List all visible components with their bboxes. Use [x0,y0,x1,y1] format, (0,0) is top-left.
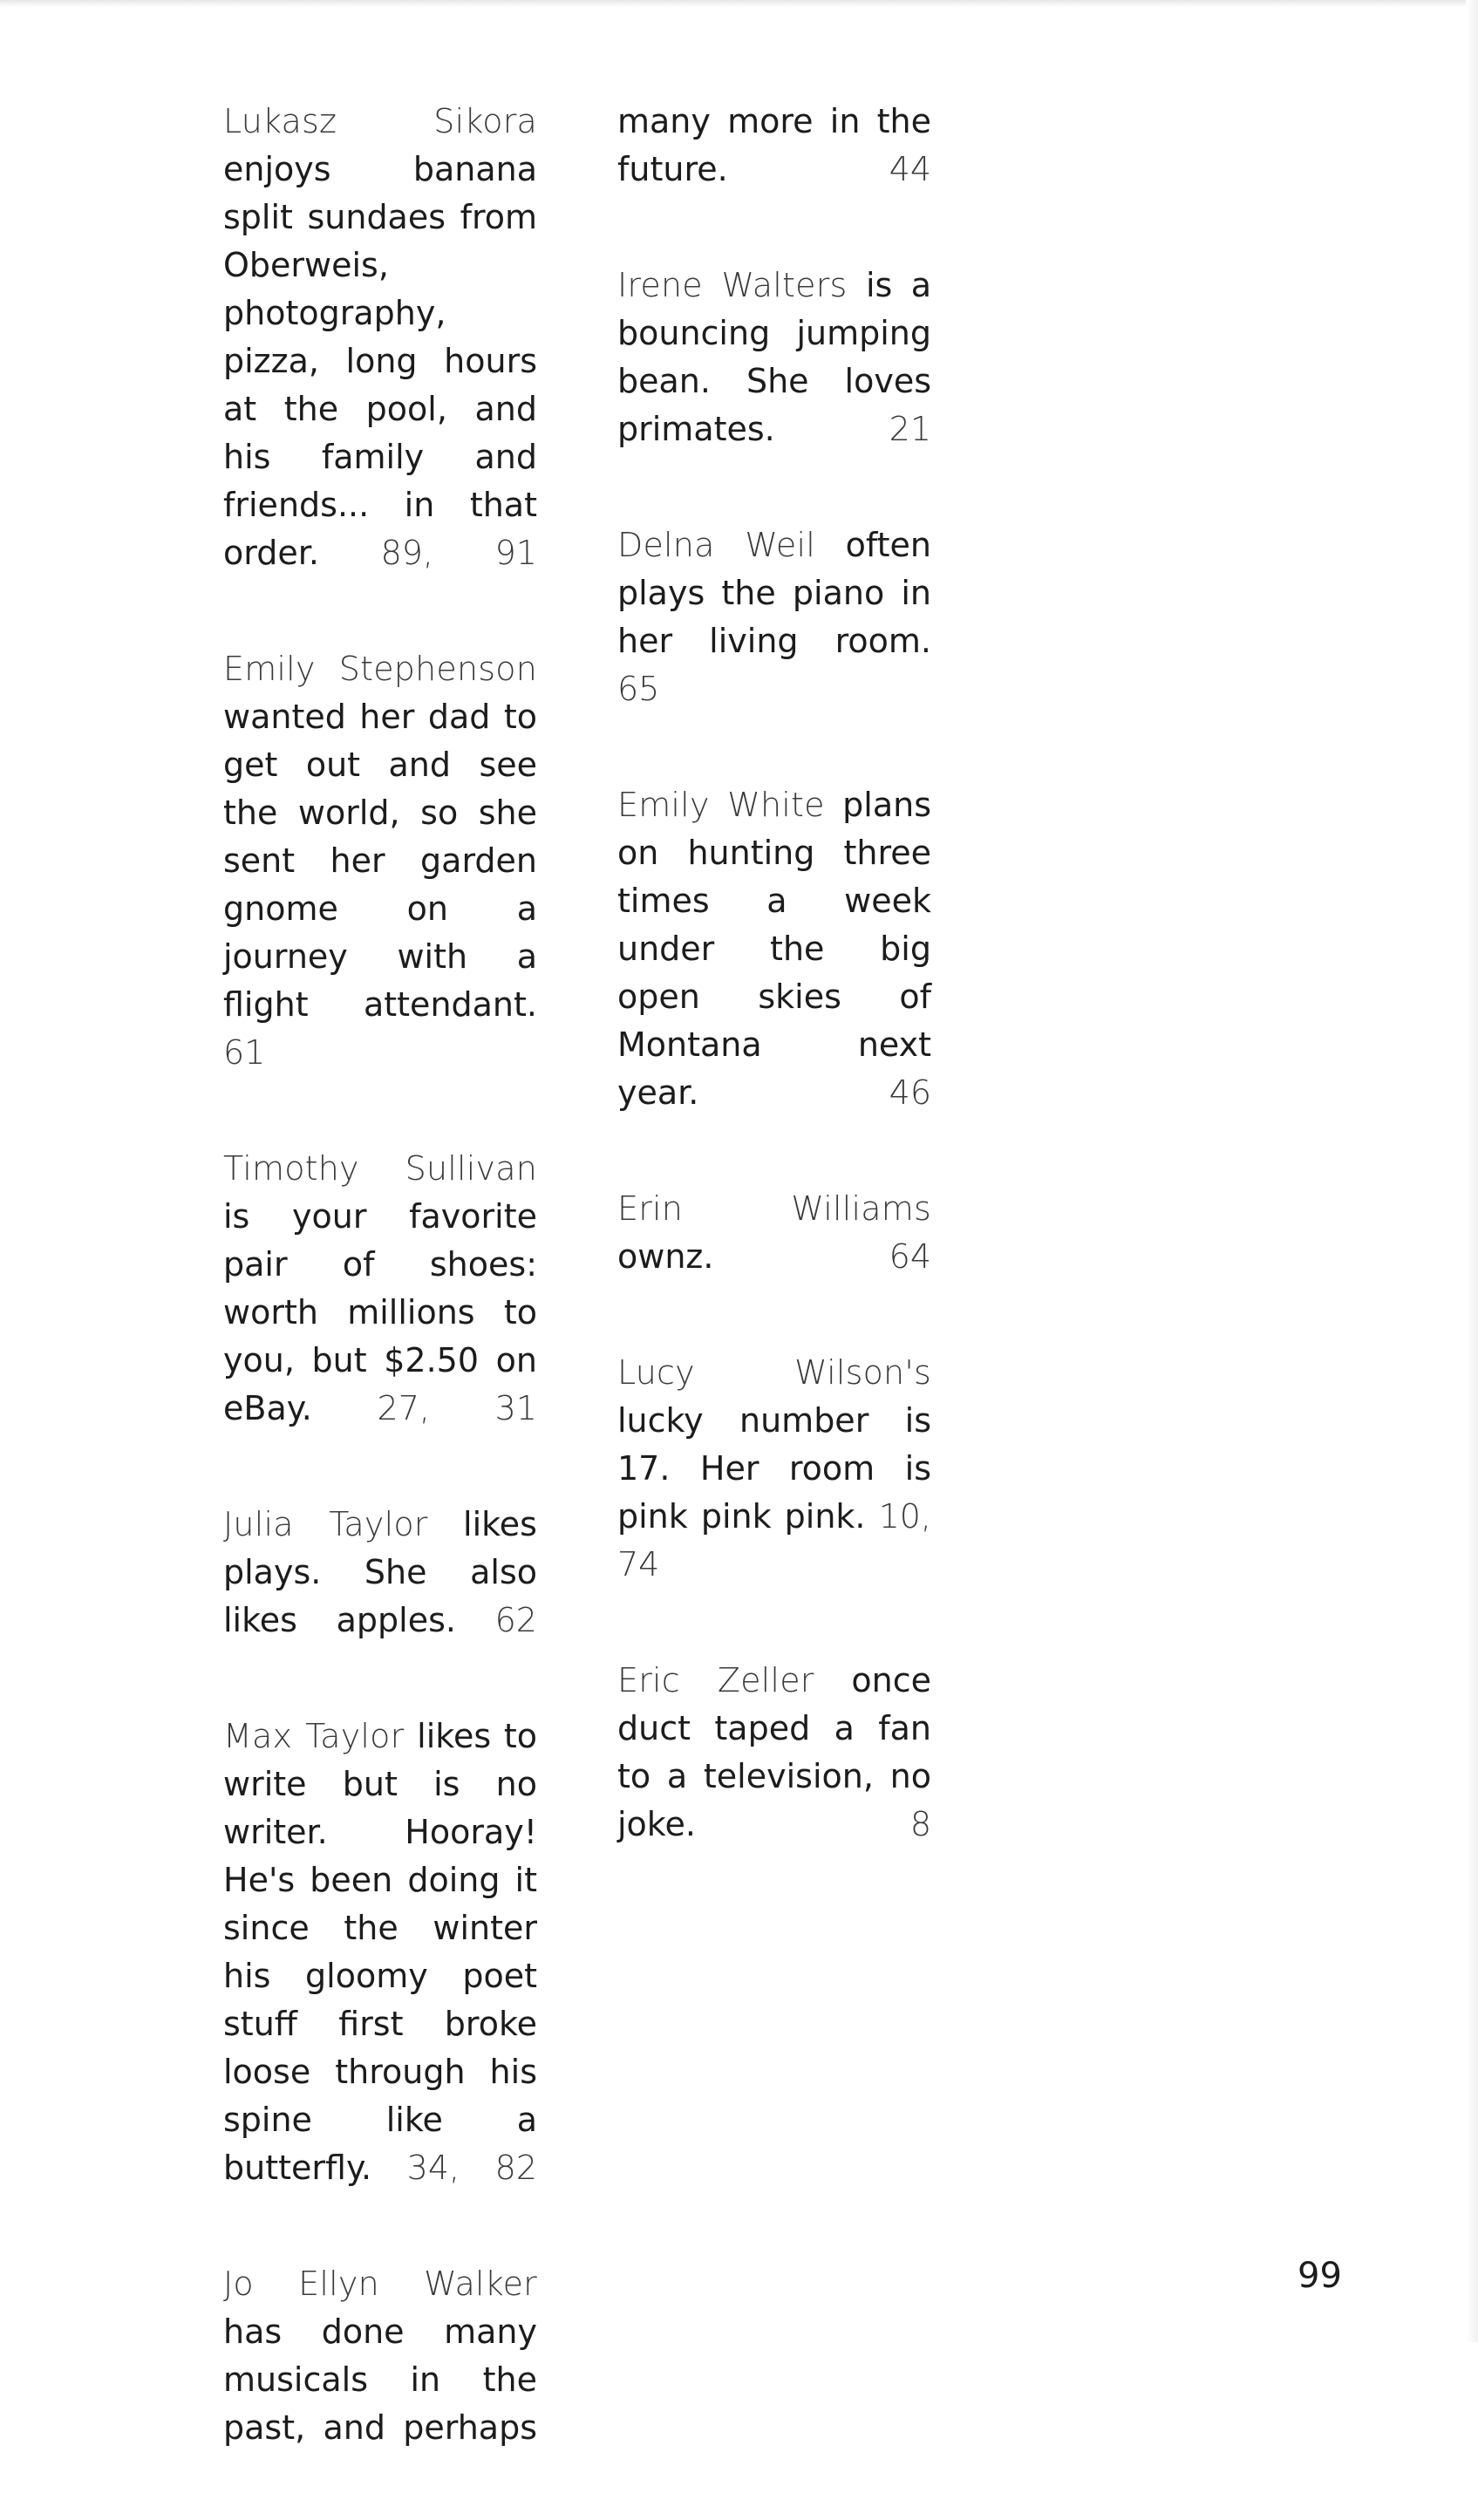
bio-text: has done many musicals in the past, and perhaps [223,2312,537,2447]
student-name: Lucy Wilson's [617,1353,931,1392]
student-name: Max Taylor [223,1717,405,1755]
bio-entry [617,262,931,453]
bio-entry [223,2260,537,2452]
bio-entry-continued [617,98,931,194]
page-references: 61 [223,1033,266,1072]
bio-text: lucky number is 17. Her room is pink pink pink. [617,1401,931,1536]
page-references: 21 [889,410,931,448]
page-references: 64 [889,1237,931,1276]
bio-entry [223,98,537,577]
student-name: Delna Weil [617,526,816,564]
bio-text: is your favorite pair of shoes: worth millions to you, but $2.50 on eBay. [223,1197,537,1427]
bio-entry [617,781,931,1117]
page-references: 62 [494,1601,537,1639]
left-column [223,98,537,2520]
page-references: 34, 82 [406,2149,537,2187]
student-name: Timothy Sullivan [223,1149,537,1188]
page-references: 8 [909,1805,931,1843]
bio-text: many more in the future. [617,102,931,188]
bio-entry [223,645,537,1077]
student-name: Emily White [617,786,825,824]
bio-text: often plays the piano in her living room. [617,526,931,660]
page-right-edge [1466,0,1478,2342]
student-name: Irene Walters [617,266,848,304]
student-name: Lukasz Sikora [223,102,537,140]
page-top-edge [0,0,1478,7]
bio-entry [617,1185,931,1281]
right-column [617,98,931,1917]
bio-entry [223,1145,537,1433]
page-references: 44 [889,150,931,188]
bio-text: likes plays. She also likes apples. [223,1505,537,1639]
bio-entry [223,1713,537,2192]
bio-text: ownz. [617,1237,714,1276]
bio-entry [223,1501,537,1645]
page-references: 89, 91 [380,534,537,572]
bio-text: wanted her dad to get out and see the world, so she sent her garden gnome on a journey with a flight attendant. [223,698,537,1024]
student-name: Julia Taylor [223,1505,428,1543]
student-name: Emily Stephenson [223,650,537,688]
bio-text: once duct taped a fan to a television, no joke. [617,1661,931,1843]
student-name: Erin Williams [617,1189,931,1228]
student-name: Eric Zeller [617,1661,814,1699]
bio-text: likes to write but is no writer. Hooray! He's been doing it since the winter his gloomy poet stuff first broke loose through his spine like a butterfly. [223,1717,537,2187]
bio-entry [617,1349,931,1589]
bio-entry [617,521,931,713]
page-references: 10, 74 [617,1497,931,1584]
bio-entry [617,1657,931,1849]
page-references: 46 [889,1073,931,1112]
page-references: 65 [617,670,660,708]
bio-text: enjoys banana split sundaes from Oberweis, photography, pizza, long hours at the pool, and his family and friends... in that order. [223,150,537,572]
page-references: 27, 31 [377,1389,537,1427]
bio-text: plans on hunting three times a week under the big open skies of Montana next year. [617,786,931,1112]
page-number: 99 [1298,2256,1342,2296]
student-name: Jo Ellyn Walker [223,2265,537,2303]
bio-text: is a bouncing jumping bean. She loves primates. [617,266,931,448]
